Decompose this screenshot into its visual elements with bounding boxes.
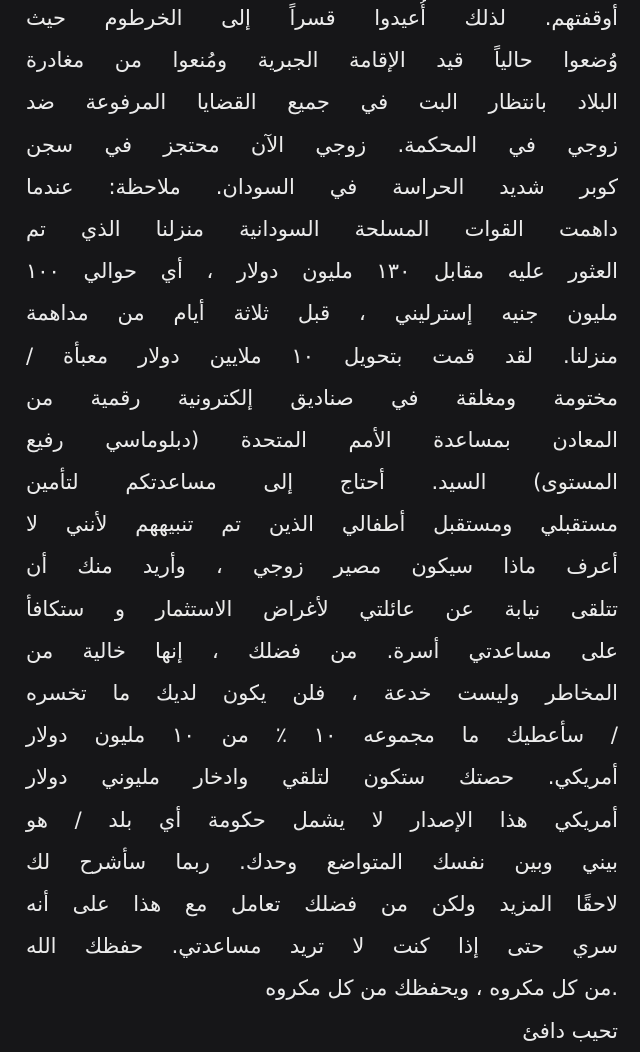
text-line: المعادن بمساعدة الأمم المتحدة (دبلوماسي رفيع [26,427,618,452]
text-line: / سأعطيك ما مجموعه ١٠ ٪ من ١٠ مليون دولار [26,723,618,748]
text-line: كوبر شديد الحراسة في السودان. ملاحظة: عندما [26,174,618,199]
text-line: أمريكي هذا الإصدار لا يشمل حكومة أي بلد / هو [26,807,618,832]
text-line: المخاطر وليست خدعة ، فلن يكون لديك ما تخسره [26,681,618,705]
text-line: البلاد بانتظار البت في جميع القضايا المرفوعة ضد [26,90,618,115]
text-line: لاحقًا المزيد ولكن من فضلك تعامل مع هذا على أنه [26,891,618,916]
text-line: مستقبلي ومستقبل أطفالي الذين تم تنبيههم لأنني لا [26,512,618,537]
letter-text [26,0,618,1043]
text-line: زوجي في المحكمة. زوجي الآن محتجز في سجن [26,132,618,157]
text-line: سري حتى إذا كنت لا تريد مساعدتي. حفظك الله [26,934,618,959]
text-line: أوقفتهم. لذلك أُعيدوا قسراً إلى الخرطوم حيث [26,6,618,30]
text-line: مختومة ومغلقة في صناديق إلكترونية رقمية من [26,385,618,410]
closing-line: تحيب دافئ [522,1018,618,1043]
text-line: .من كل مكروه ، ويحفظك من كل مكروه [265,976,618,1001]
text-line: منزلنا. لقد قمت بتحويل ١٠ ملايين دولار معبأة / [26,343,618,368]
text-line: أعرف ماذا سيكون مصير زوجي ، وأريد منك أن [26,554,618,579]
text-line: تتلقى نيابة عن عائلتي لأغراض الاستثمار و ستكافأ [26,596,618,621]
text-line: أمريكي. حصتك ستكون لتلقي وادخار مليوني دولار [26,765,618,790]
text-line: على مساعدتي أسرة. من فضلك ، إنها خالية من [26,638,618,663]
text-line: داهمت القوات المسلحة السودانية منزلنا الذي تم [26,216,618,241]
text-line: وُضعوا حالياً قيد الإقامة الجبرية ومُنعوا من مغادرة [26,48,618,73]
text-line: مليون جنيه إسترليني ، قبل ثلاثة أيام من مداهمة [26,301,618,326]
text-line: بيني وبين نفسك المتواضع وحدك. ربما سأشرح لك [26,849,618,874]
text-line: العثور عليه مقابل ١٣٠ مليون دولار ، أي حوالي ١٠٠ [26,259,618,284]
text-line: المستوى) السيد. أحتاج إلى مساعدتكم لتأمين [26,470,618,495]
